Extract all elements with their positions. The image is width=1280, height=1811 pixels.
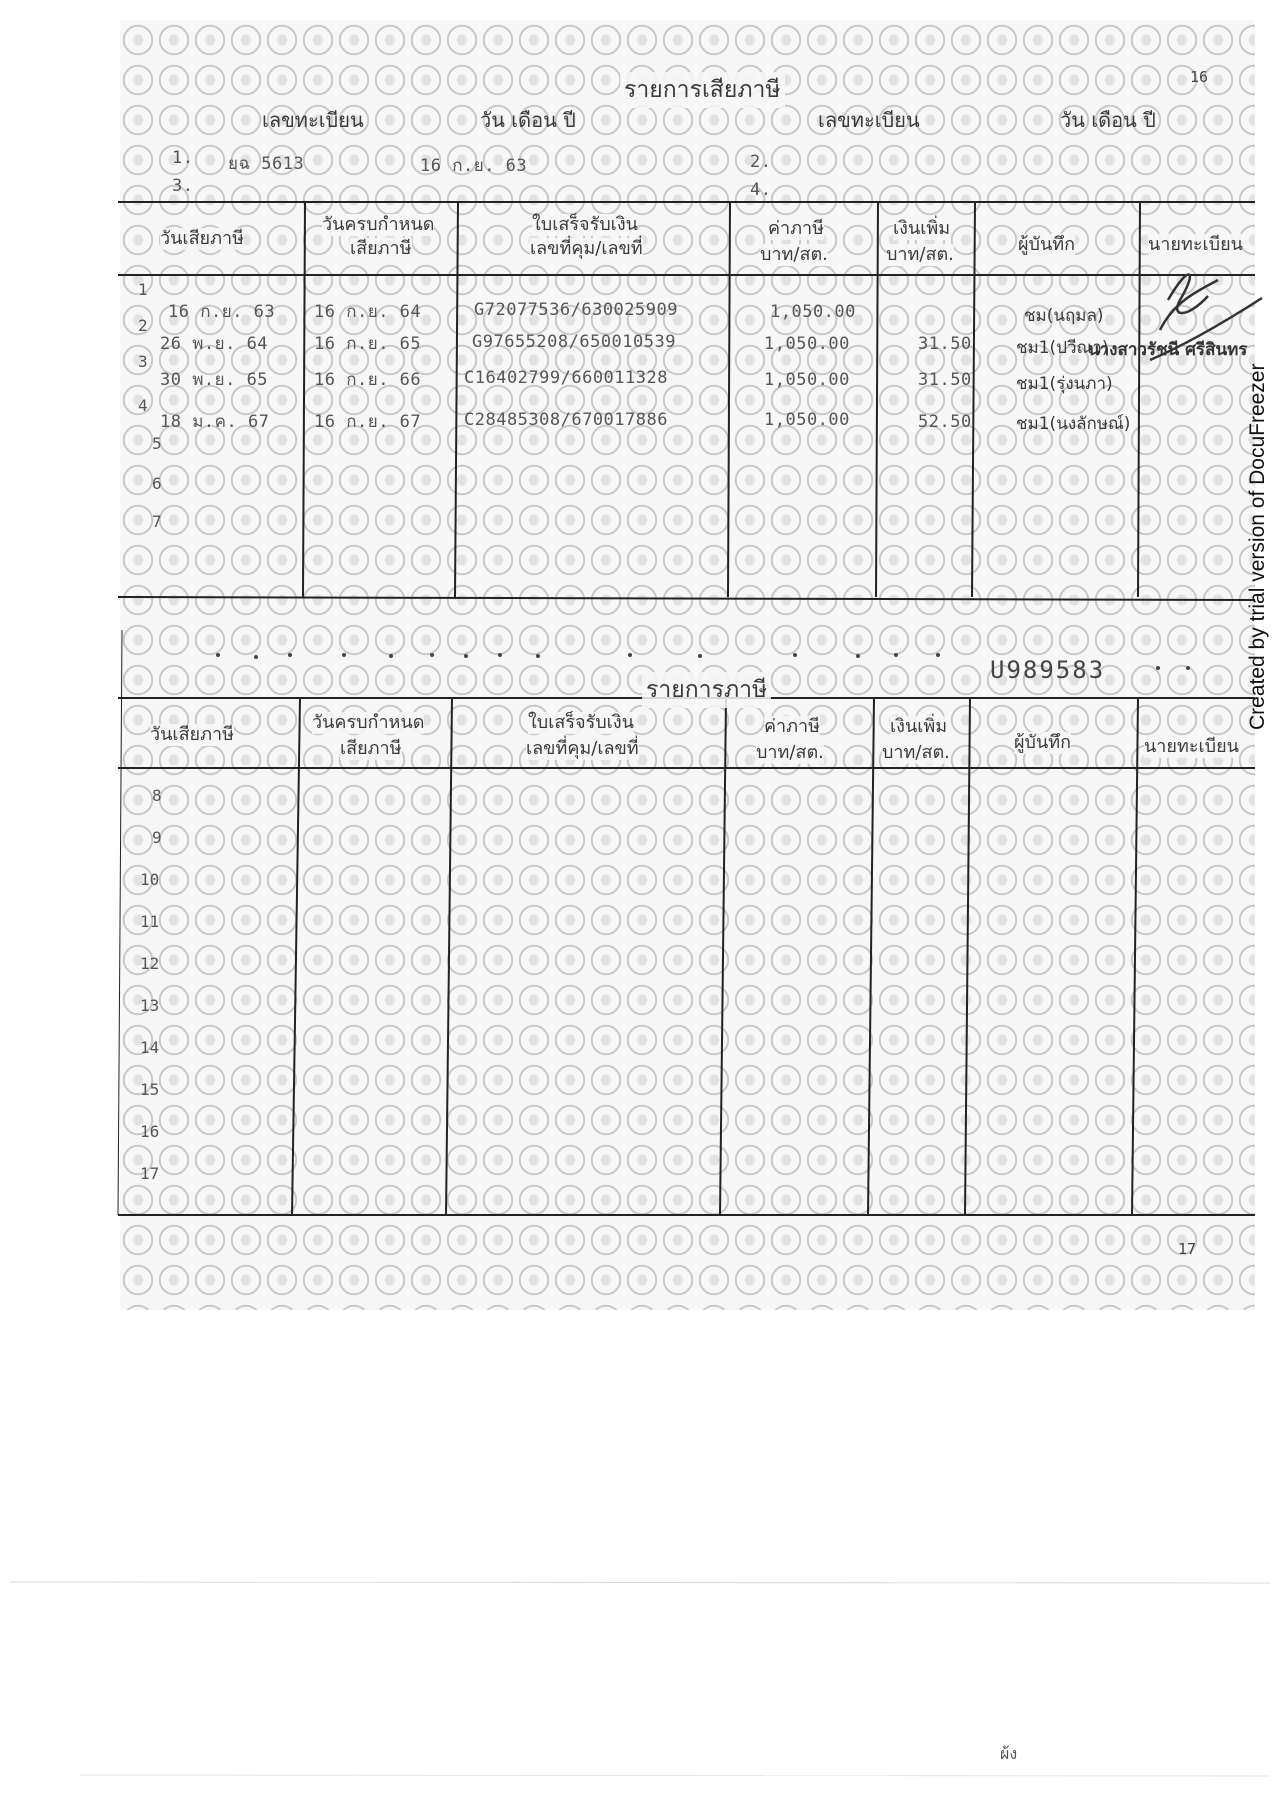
row-3-tax: 1,050.00: [764, 370, 850, 390]
row-number: 1: [138, 280, 148, 299]
row-number: 17: [140, 1164, 160, 1183]
col-due-date-2: เสียภาษี: [340, 738, 402, 759]
row-number: 9: [152, 828, 162, 847]
col-due-date-1: วันครบกำหนด: [312, 712, 425, 733]
page-number-top: 16: [1190, 68, 1209, 86]
row-2-extra: 31.50: [918, 334, 972, 354]
row-4-recorder: ชม1(นงลักษณ์): [1016, 414, 1131, 434]
row-1-due-date: 16 ก.ย. 64: [314, 302, 422, 322]
col-due-date-1: วันครบกำหนด: [322, 214, 435, 235]
row-3-receipt: C16402799/660011328: [464, 368, 668, 388]
row-4-pay-date: 18 ม.ค. 67: [160, 412, 270, 432]
reg-1-date: 16 ก.ย. 63: [420, 156, 528, 176]
row-number: 8: [152, 786, 162, 805]
col-receipt-1: ใบเสร็จรับเงิน: [532, 214, 638, 235]
col-tax-1: ค่าภาษี: [764, 716, 820, 737]
row-1-pay-date: 16 ก.ย. 63: [168, 302, 276, 322]
col-receipt-1: ใบเสร็จรับเงิน: [528, 712, 634, 733]
row-number: 11: [140, 912, 160, 931]
col-pay-date: วันเสียภาษี: [160, 228, 244, 249]
row-3-pay-date: 30 พ.ย. 65: [160, 370, 269, 390]
col-tax-1: ค่าภาษี: [768, 218, 824, 239]
col-receipt-2: เลขที่คุม/เลขที่: [530, 238, 643, 259]
row-number: 16: [140, 1122, 160, 1141]
page-number-bottom: 17: [1178, 1240, 1197, 1258]
row-number: 4: [138, 396, 148, 415]
reg-4-num: 4.: [750, 180, 772, 200]
row-4-receipt: C28485308/670017886: [464, 410, 668, 430]
row-number: 13: [140, 996, 160, 1015]
docufreezer-watermark: Created by trial version of DocuFreezer: [1246, 363, 1269, 730]
col-extra-1: เงินเพิ่ม: [890, 716, 948, 737]
row-1-receipt: G72077536/630025909: [474, 300, 678, 320]
col-due-date-2: เสียภาษี: [350, 238, 412, 259]
section2-title: รายการภาษี: [642, 672, 771, 708]
row-number: 5: [152, 434, 162, 453]
row-2-receipt: G97655208/650010539: [472, 332, 676, 352]
row-number: 6: [152, 474, 162, 493]
col-extra-1: เงินเพิ่ม: [893, 218, 951, 239]
row-2-tax: 1,050.00: [764, 334, 850, 354]
registrar-stamp: นางสาวรัชนี ศรีสินทร: [1088, 340, 1248, 360]
col-registrar: นายทะเบียน: [1148, 234, 1243, 255]
col-tax-2: บาท/สต.: [760, 244, 828, 265]
handwritten-mark: ผ้ง: [1000, 1744, 1018, 1763]
row-4-tax: 1,050.00: [764, 410, 850, 430]
reg-2-num: 2.: [750, 152, 772, 172]
row-number: 12: [140, 954, 160, 973]
row-2-pay-date: 26 พ.ย. 64: [160, 334, 269, 354]
date-header-right: วัน เดือน ปี: [1060, 108, 1156, 132]
row-3-due-date: 16 ก.ย. 66: [314, 370, 422, 390]
section1-title: รายการเสียภาษี: [620, 72, 785, 108]
row-4-due-date: 16 ก.ย. 67: [314, 412, 422, 432]
row-3-recorder: ชม1(รุ่งนภา): [1016, 374, 1113, 394]
reg-header-right: เลขทะเบียน: [818, 108, 920, 132]
col-tax-2: บาท/สต.: [756, 742, 824, 763]
row-4-extra: 52.50: [918, 412, 972, 432]
row-1-tax: 1,050.00: [770, 302, 856, 322]
reg-3-num: 3.: [172, 176, 194, 196]
row-1-recorder: ชม(นฤมล): [1024, 306, 1104, 326]
row-3-extra: 31.50: [918, 370, 972, 390]
form-serial-number: U989583: [990, 656, 1106, 684]
row-number: 7: [152, 512, 162, 531]
row-number: 15: [140, 1080, 160, 1099]
col-extra-2: บาท/สต.: [882, 742, 950, 763]
reg-1-num: 1.: [172, 148, 194, 168]
reg-1-plate: ยฉ 5613: [228, 154, 305, 174]
col-recorder: ผู้บันทึก: [1014, 732, 1072, 753]
row-2-due-date: 16 ก.ย. 65: [314, 334, 422, 354]
reg-header-left: เลขทะเบียน: [262, 108, 364, 132]
row-number: 10: [140, 870, 160, 889]
date-header-left: วัน เดือน ปี: [480, 108, 576, 132]
col-pay-date: วันเสียภาษี: [150, 724, 234, 745]
col-registrar: นายทะเบียน: [1144, 736, 1239, 757]
col-recorder: ผู้บันทึก: [1018, 234, 1076, 255]
col-extra-2: บาท/สต.: [886, 244, 954, 265]
row-number: 14: [140, 1038, 160, 1057]
row-number: 2: [138, 316, 148, 335]
row-2-recorder: ชม1(ปวีณา): [1016, 338, 1109, 358]
row-number: 3: [138, 352, 148, 371]
col-receipt-2: เลขที่คุม/เลขที่: [526, 738, 639, 759]
